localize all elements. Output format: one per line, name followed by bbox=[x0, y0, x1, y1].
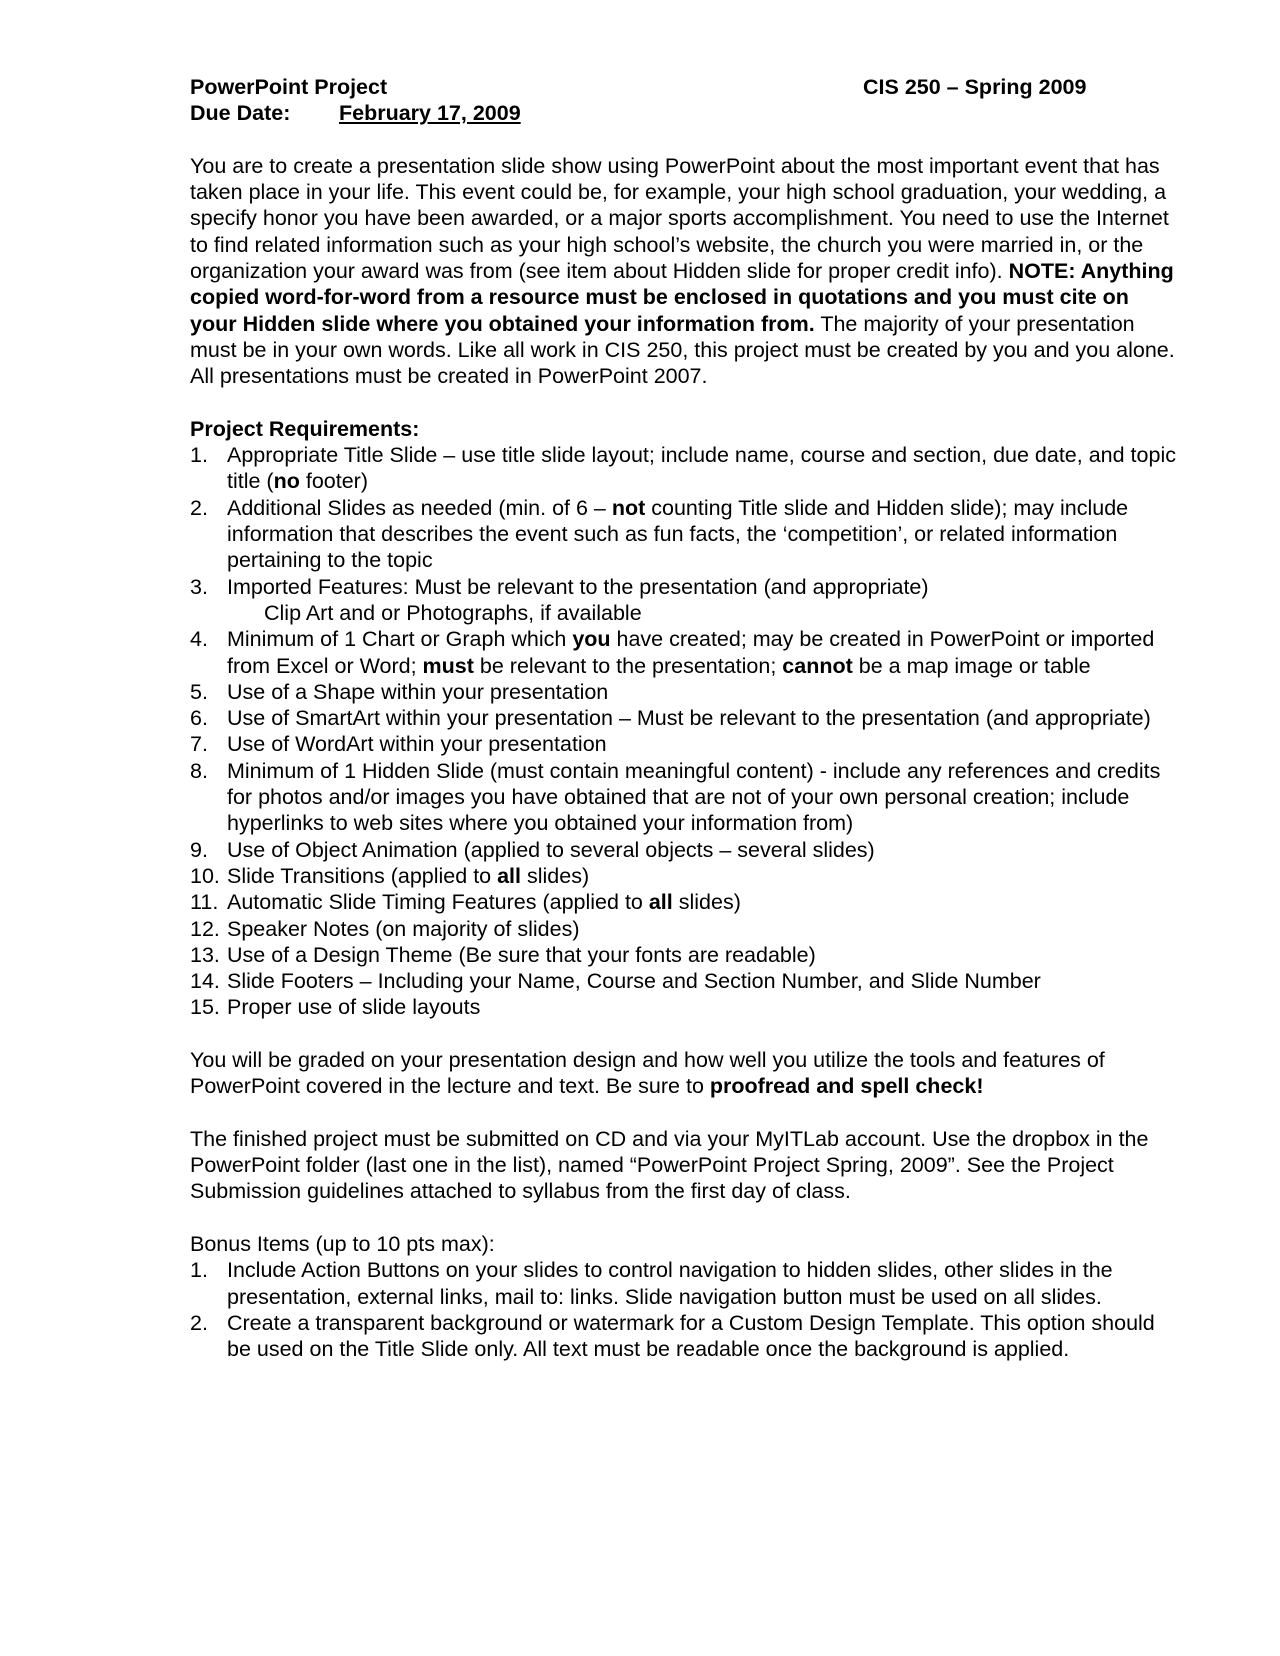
requirements-list bbox=[190, 442, 1178, 1021]
course-label: CIS 250 – Spring 2009 bbox=[863, 75, 1087, 99]
intro-text-2: The majority of your presentation must be in your own words. Like all work in CIS 250, this project must be created by you and you alone. All presentations must be created in PowerPoint 2007. bbox=[190, 311, 1175, 389]
requirement-item: 6. Use of SmartArt within your presentation – Must be relevant to the presentation (and appropriate) bbox=[190, 706, 1151, 731]
requirement-item: 8. Minimum of 1 Hidden Slide (must contain meaningful content) - include any references and credits for photos and/or images you have obtained that are not of your own personal creation; include hyperlinks to web sites where you obtained your information from) bbox=[190, 758, 1161, 836]
requirement-item: 10. Slide Transitions (applied to all slides) bbox=[190, 863, 590, 888]
submission-paragraph: The finished project must be submitted on CD and via your MyITLab account. Use the dropbox in the PowerPoint folder (last one in the list), named “PowerPoint Project Spring, 2009”. See the Project Submission guidelines attached to syllabus from the first day of class. bbox=[190, 1126, 1149, 1204]
requirement-subitem: Clip Art and or Photographs, if available bbox=[264, 600, 642, 625]
bonus-item: 1. Include Action Buttons on your slides to control navigation to hidden slides, other slides in the presentation, external links, mail to: links. Slide navigation button must be used on all slides. bbox=[190, 1258, 1113, 1309]
requirement-item: 3. Imported Features: Must be relevant to the presentation (and appropriate) Clip Art and or Photographs, if available bbox=[190, 574, 1178, 627]
document-title: PowerPoint Project bbox=[190, 75, 388, 99]
requirement-item: 14. Slide Footers – Including your Name, Course and Section Number, and Slide Number bbox=[190, 969, 1041, 994]
requirement-item: 13. Use of a Design Theme (Be sure that your fonts are readable) bbox=[190, 942, 816, 967]
header-line-1 bbox=[190, 74, 1178, 100]
requirement-item: 2. Additional Slides as needed (min. of 6 – not counting Title slide and Hidden slide); may include information that describes the event such as fun facts, the ‘competition’, or related information pertaining to the topic bbox=[190, 495, 1129, 573]
header-line-2 bbox=[190, 100, 1178, 126]
grading-emphasis: proofread and spell check! bbox=[709, 1074, 984, 1099]
due-date-label: Due Date: bbox=[190, 101, 291, 126]
intro-paragraph bbox=[190, 153, 1178, 390]
bonus-list bbox=[190, 1257, 1178, 1362]
bonus-heading: Bonus Items (up to 10 pts max): bbox=[190, 1232, 495, 1257]
intro-text-1: You are to create a presentation slide show using PowerPoint about the most important event that has taken place in your life. This event could be, for example, your high school graduation, your wedding, a specify honor you have been awarded, or a major sports accomplishment. You need to use the Internet to find related information such as your high school’s website, the church you were married in, or the organization your award was from (see item about Hidden slide for proper credit info). bbox=[190, 153, 1169, 284]
due-date-value: February 17, 2009 bbox=[339, 101, 521, 126]
bonus-item: 2. Create a transparent background or watermark for a Custom Design Template. This option should be used on the Title Slide only. All text must be readable once the background is applied. bbox=[190, 1310, 1155, 1362]
grading-paragraph: You will be graded on your presentation design and how well you utilize the tools and features of PowerPoint covered in the lecture and text. Be sure to proofread and spell check! bbox=[190, 1047, 1105, 1099]
requirement-item: 5. Use of a Shape within your presentation bbox=[190, 679, 609, 704]
intro-note: NOTE: Anything copied word-for-word from a resource must be enclosed in quotations and you must cite on your Hidden slide where you obtained your information from. bbox=[190, 259, 1174, 336]
requirement-item: 11. Automatic Slide Timing Features (applied to all slides) bbox=[190, 890, 741, 915]
requirement-item: 1. Appropriate Title Slide – use title slide layout; include name, course and section, due date, and topic title (no footer) bbox=[190, 443, 1176, 494]
requirement-item: 9. Use of Object Animation (applied to several objects – several slides) bbox=[190, 837, 875, 862]
requirement-item: 12. Speaker Notes (on majority of slides) bbox=[190, 916, 580, 941]
requirement-item: 7. Use of WordArt within your presentation bbox=[190, 732, 607, 757]
requirement-item: 15. Proper use of slide layouts bbox=[190, 995, 481, 1020]
document-content bbox=[190, 74, 1178, 1363]
requirements-heading: Project Requirements: bbox=[190, 416, 420, 441]
requirement-item: 4. Minimum of 1 Chart or Graph which you have created; may be created in PowerPoint or imported from Excel or Word; must be relevant to the presentation; cannot be a map image or table bbox=[190, 627, 1155, 678]
